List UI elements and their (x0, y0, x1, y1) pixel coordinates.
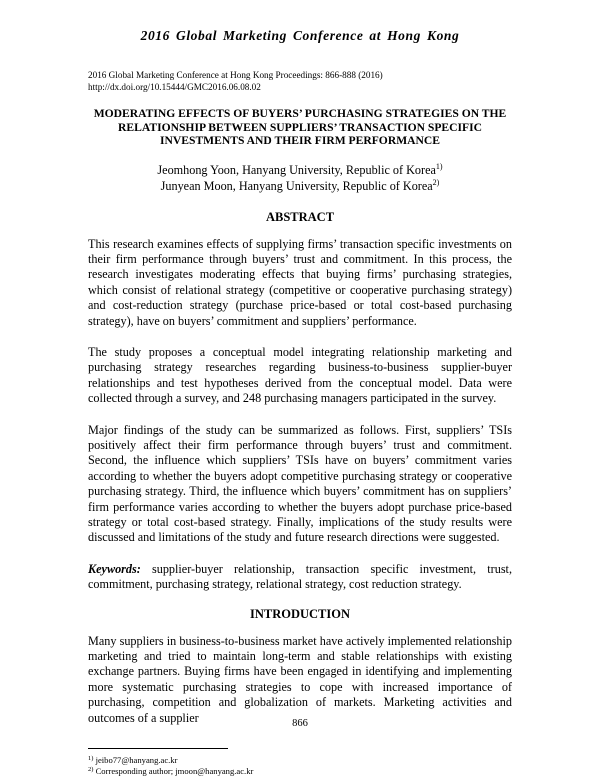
abstract-paragraph-1: This research examines effects of supplying firms’ transaction specific investments on their firm performance through buyers’ trust and commitment. In this process, the research investigates moderating effects that buying firms’ purchasing strategies, which consist of relational strategy (competitive or cooperative purchasing strategy) and cost-reduction strategy (purchase price-based or total cost-based purchasing strategy), have on buyers’ commitment and suppliers’ performance. (88, 236, 512, 328)
abstract-paragraph-2: The study proposes a conceptual model integrating relationship marketing and purchasing strategy researches regarding business-to-business supplier-buyer relationships and test hypotheses derived from the conceptual model. Data were collected through a survey, and 248 purchasing managers participated in the survey. (88, 344, 512, 406)
page-number: 866 (292, 718, 308, 729)
author-list (88, 162, 512, 194)
abstract-paragraph-3: Major findings of the study can be summarized as follows. First, suppliers’ TSIs positively affect their firm performance through buyers’ trust and commitment. Second, the influence which suppliers’ TSIs have on buyers’ commitment varies according to whether the buyers adopt competitive purchasing strategy or cooperative purchasing strategy. Third, the influence which buyers’ commitment has on suppliers’ firm performance varies according to whether the buyers adopt purchase price-based strategy or total cost-based strategy. Finally, implications of the study results were discussed and limitations of the study and future research directions were suggested. (88, 422, 512, 545)
footnote-2-text: Corresponding author; jmoon@hanyang.ac.kr (93, 766, 254, 777)
abstract-heading: ABSTRACT (265, 209, 335, 224)
footnote-divider (88, 748, 228, 749)
footnote-2-mark: 2) (88, 766, 94, 774)
footnote-2 (88, 766, 512, 777)
proceedings-citation: 2016 Global Marketing Conference at Hong Kong Proceedings: 866-888 (2016) (88, 70, 383, 80)
keywords-text: supplier-buyer relationship, transaction specific investment, trust, commitment, purchasing strategy, relational strategy, cost reduction strategy. (88, 561, 512, 592)
proceedings-info (88, 70, 512, 93)
footnote-1-text: jeibo77@hanyang.ac.kr (93, 755, 178, 766)
author-2-footnote-mark: 2) (432, 177, 440, 187)
keywords-label: Keywords: (88, 561, 141, 576)
introduction-heading: INTRODUCTION (249, 606, 350, 621)
conference-header: 2016 Global Marketing Conference at Hong Kong (140, 28, 460, 43)
author-line-2 (88, 178, 512, 194)
doi-link[interactable]: http://dx.doi.org/10.15444/GMC2016.06.08.02 (88, 81, 261, 92)
footnote-1 (88, 755, 512, 766)
author-1-footnote-mark: 1) (435, 161, 443, 171)
footnote-1-mark: 1) (88, 755, 94, 763)
keywords (88, 562, 512, 593)
author-2: Junyean Moon, Hanyang University, Republic of Korea (160, 178, 433, 193)
author-1: Jeomhong Yoon, Hanyang University, Republic of Korea (157, 162, 436, 177)
footnotes (88, 755, 512, 777)
author-line-1 (88, 162, 512, 178)
introduction-paragraph: Many suppliers in business-to-business market have actively implemented relationship marketing and tried to maintain long-term and stable relationships with existing exchange partners. Buying firms have been engaged in identifying and implementing more systematic purchasing strategies to cope with increased importance of purchasing, competition and globalization of markets. Marketing activities and outcomes of a supplier (88, 633, 512, 725)
paper-title: MODERATING EFFECTS OF BUYERS’ PURCHASING STRATEGIES ON THE RELATIONSHIP BETWEEN SUPPLIERS’ TRANSACTION SPECIFIC INVESTMENTS AND THEIR FIRM PERFORMANCE (93, 107, 507, 147)
